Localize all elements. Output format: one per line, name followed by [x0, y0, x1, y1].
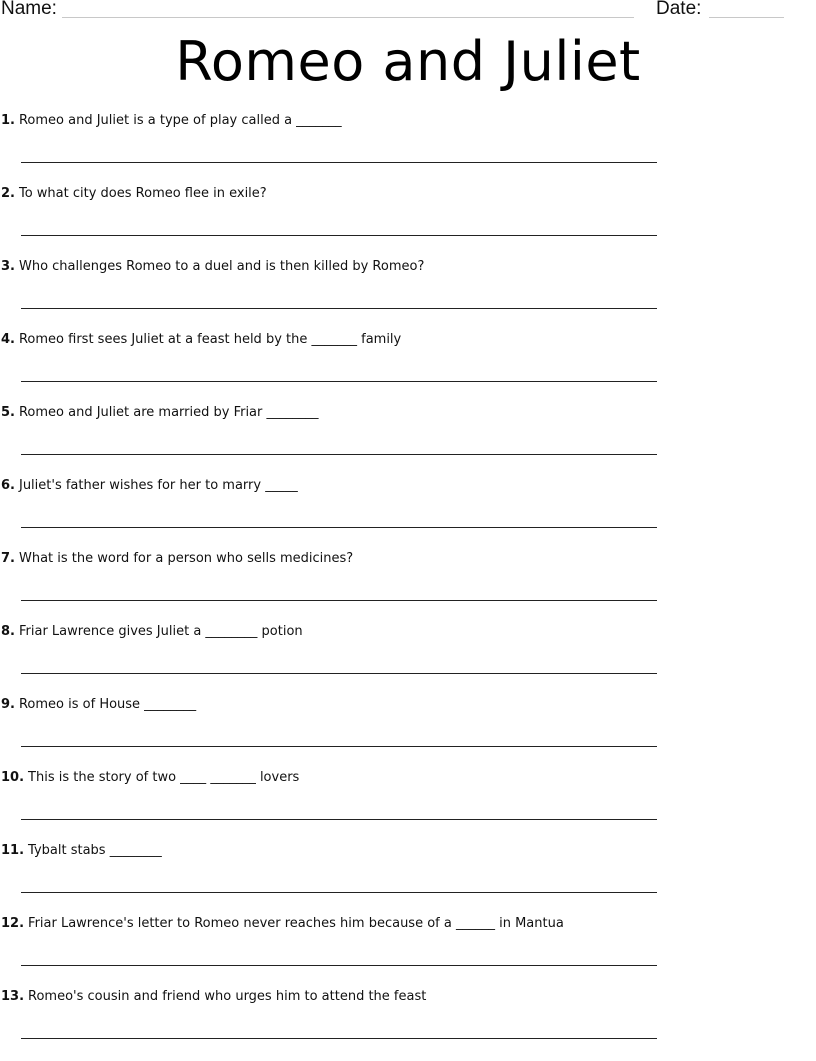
question-prompt: Romeo and Juliet are married by Friar ________	[18, 405, 319, 420]
question-item	[0, 404, 816, 477]
question-item	[0, 185, 816, 258]
question-number: 12.	[1, 916, 25, 931]
name-field[interactable]	[62, 17, 634, 18]
answer-line[interactable]	[21, 527, 657, 528]
question-prompt: Friar Lawrence's letter to Romeo never reaches him because of a ______ in Mantua	[28, 916, 564, 931]
question-text	[1, 185, 267, 203]
question-prompt: This is the story of two ____ _______ lovers	[28, 770, 300, 785]
question-text	[1, 112, 342, 130]
question-item	[0, 258, 816, 331]
answer-line[interactable]	[21, 965, 657, 966]
question-item	[0, 550, 816, 623]
answer-line[interactable]	[21, 162, 657, 163]
question-number: 1.	[1, 113, 15, 128]
question-number: 13.	[1, 989, 25, 1004]
worksheet-title: Romeo and Juliet	[175, 30, 641, 93]
question-text	[1, 404, 319, 422]
question-item	[0, 331, 816, 404]
question-prompt: To what city does Romeo flee in exile?	[18, 186, 267, 201]
answer-line[interactable]	[21, 600, 657, 601]
question-item	[0, 696, 816, 769]
question-number: 6.	[1, 478, 15, 493]
question-number: 4.	[1, 332, 15, 347]
answer-line[interactable]	[21, 454, 657, 455]
question-number: 9.	[1, 697, 15, 712]
question-item	[0, 623, 816, 696]
question-text	[1, 623, 303, 641]
question-text	[1, 331, 401, 349]
question-item	[0, 988, 816, 1061]
answer-line[interactable]	[21, 381, 657, 382]
question-prompt: What is the word for a person who sells medicines?	[18, 551, 354, 566]
question-text	[1, 696, 196, 714]
answer-line[interactable]	[21, 819, 657, 820]
worksheet-header	[0, 0, 816, 24]
answer-line[interactable]	[21, 235, 657, 236]
question-text	[1, 550, 353, 568]
question-prompt: Tybalt stabs ________	[28, 843, 162, 858]
question-prompt: Friar Lawrence gives Juliet a ________ potion	[18, 624, 303, 639]
answer-line[interactable]	[21, 746, 657, 747]
question-text	[1, 915, 564, 933]
question-number: 7.	[1, 551, 15, 566]
question-number: 10.	[1, 770, 25, 785]
question-prompt: Who challenges Romeo to a duel and is then killed by Romeo?	[18, 259, 425, 274]
question-list	[0, 112, 816, 1061]
question-item	[0, 477, 816, 550]
question-text	[1, 258, 424, 276]
question-item	[0, 842, 816, 915]
question-item	[0, 769, 816, 842]
answer-line[interactable]	[21, 673, 657, 674]
answer-line[interactable]	[21, 308, 657, 309]
date-label: Date:	[656, 0, 702, 19]
question-text	[1, 988, 426, 1006]
answer-line[interactable]	[21, 1038, 657, 1039]
question-prompt: Romeo and Juliet is a type of play called a _______	[18, 113, 342, 128]
question-number: 2.	[1, 186, 15, 201]
question-prompt: Romeo's cousin and friend who urges him to attend the feast	[28, 989, 427, 1004]
question-number: 8.	[1, 624, 15, 639]
question-number: 11.	[1, 843, 25, 858]
question-number: 5.	[1, 405, 15, 420]
question-item	[0, 112, 816, 185]
question-text	[1, 842, 162, 860]
question-text	[1, 477, 298, 495]
question-prompt: Romeo first sees Juliet at a feast held by the _______ family	[18, 332, 402, 347]
question-item	[0, 915, 816, 988]
date-field[interactable]	[709, 17, 784, 18]
question-prompt: Romeo is of House ________	[18, 697, 197, 712]
answer-line[interactable]	[21, 892, 657, 893]
question-prompt: Juliet's father wishes for her to marry _____	[18, 478, 298, 493]
name-label: Name:	[1, 0, 57, 19]
question-text	[1, 769, 299, 787]
question-number: 3.	[1, 259, 15, 274]
